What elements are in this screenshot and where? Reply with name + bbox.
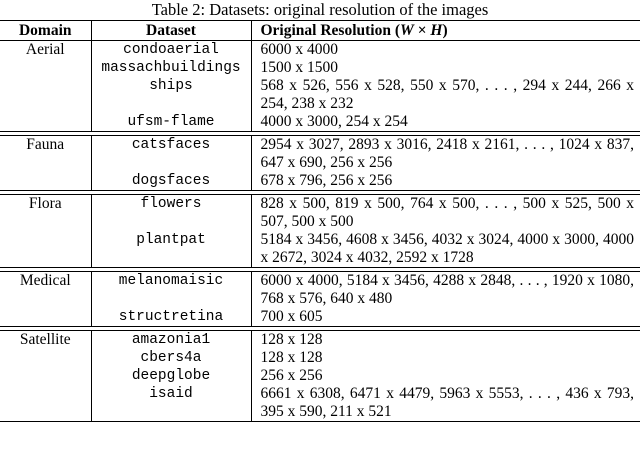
- cell-dataset: plantpat: [91, 231, 251, 268]
- cell-resolution: 5184 x 3456, 4608 x 3456, 4032 x 3024, 4000 x 3000, 4000 x 2672, 3024 x 4032, 2592 x 1728: [251, 231, 640, 268]
- cell-resolution: 6000 x 4000, 5184 x 3456, 4288 x 2848, . . . , 1920 x 1080, 768 x 576, 640 x 480: [260, 272, 634, 307]
- table-row: [0, 349, 640, 367]
- header-resolution-suffix: ): [442, 22, 448, 39]
- datasets-table: [0, 20, 640, 422]
- header-resolution-h: H: [430, 22, 443, 39]
- header-resolution: [251, 21, 640, 41]
- table-row: [0, 308, 640, 327]
- cell-dataset: isaid: [91, 385, 251, 422]
- table-row: [0, 113, 640, 132]
- cell-resolution: 6661 x 6308, 6471 x 4479, 5963 x 5553, . . . , 436 x 793, 395 x 590, 211 x 521: [251, 385, 640, 422]
- cell-resolution: 256 x 256: [260, 367, 323, 384]
- header-domain: Domain: [0, 21, 91, 41]
- table-row: [0, 59, 640, 77]
- cell-domain: Satellite: [0, 331, 91, 350]
- cell-domain: [0, 231, 91, 268]
- cell-resolution: 128 x 128: [260, 349, 323, 366]
- header-dataset: Dataset: [91, 21, 251, 41]
- table-row: [0, 77, 640, 113]
- cell-domain: Medical: [0, 272, 91, 309]
- cell-resolution: 2954 x 3027, 2893 x 3016, 2418 x 2161, . . . , 1024 x 837, 647 x 690, 256 x 256: [260, 136, 634, 171]
- cell-dataset: condoaerial: [91, 41, 251, 60]
- cell-resolution: 128 x 128: [260, 331, 323, 348]
- cell-domain: [0, 59, 91, 77]
- table-row: [0, 367, 640, 385]
- header-resolution-prefix: Original Resolution (: [260, 22, 401, 39]
- cell-resolution: 1500 x 1500: [260, 59, 338, 76]
- cell-dataset: dogsfaces: [91, 172, 251, 191]
- cell-domain: [0, 349, 91, 367]
- cell-resolution: 6000 x 4000: [260, 41, 338, 58]
- cell-dataset: cbers4a: [91, 349, 251, 367]
- cell-resolution: 678 x 796, 256 x 256: [251, 172, 640, 191]
- cell-resolution: 568 x 526, 556 x 528, 550 x 570, . . . , 294 x 244, 266 x 254, 238 x 232: [260, 77, 634, 112]
- table-row: [0, 231, 640, 268]
- table-row: [0, 331, 640, 350]
- cell-domain: Fauna: [0, 136, 91, 173]
- cell-dataset: ufsm-flame: [91, 113, 251, 132]
- table-row: [0, 172, 640, 191]
- cell-domain: [0, 385, 91, 422]
- cell-resolution: 700 x 605: [251, 308, 640, 327]
- cell-domain: [0, 77, 91, 113]
- cell-dataset: melanomaisic: [91, 272, 251, 309]
- cell-dataset: flowers: [91, 195, 251, 232]
- cell-dataset: massachbuildings: [91, 59, 251, 77]
- table-row: [0, 385, 640, 422]
- table-row: [0, 272, 640, 309]
- cell-domain: [0, 308, 91, 327]
- table-caption: Table 2: Datasets: original resolution of the images: [151, 0, 489, 19]
- cell-dataset: deepglobe: [91, 367, 251, 385]
- cell-dataset: amazonia1: [91, 331, 251, 350]
- header-resolution-w: W: [400, 22, 414, 39]
- table-row: [0, 136, 640, 173]
- cell-domain: [0, 172, 91, 191]
- cell-dataset: ships: [91, 77, 251, 113]
- cell-domain: Flora: [0, 195, 91, 232]
- cell-resolution: 4000 x 3000, 254 x 254: [251, 113, 640, 132]
- cell-resolution: 828 x 500, 819 x 500, 764 x 500, . . . , 500 x 525, 500 x 507, 500 x 500: [260, 195, 634, 230]
- table-row: [0, 41, 640, 60]
- cell-domain: Aerial: [0, 41, 91, 60]
- cell-domain: [0, 367, 91, 385]
- header-resolution-times: ×: [413, 22, 431, 39]
- cell-domain: [0, 113, 91, 132]
- table-header-row: [0, 21, 640, 41]
- cell-dataset: catsfaces: [91, 136, 251, 173]
- table-row: [0, 195, 640, 232]
- cell-dataset: structretina: [91, 308, 251, 327]
- table-body: [0, 41, 640, 422]
